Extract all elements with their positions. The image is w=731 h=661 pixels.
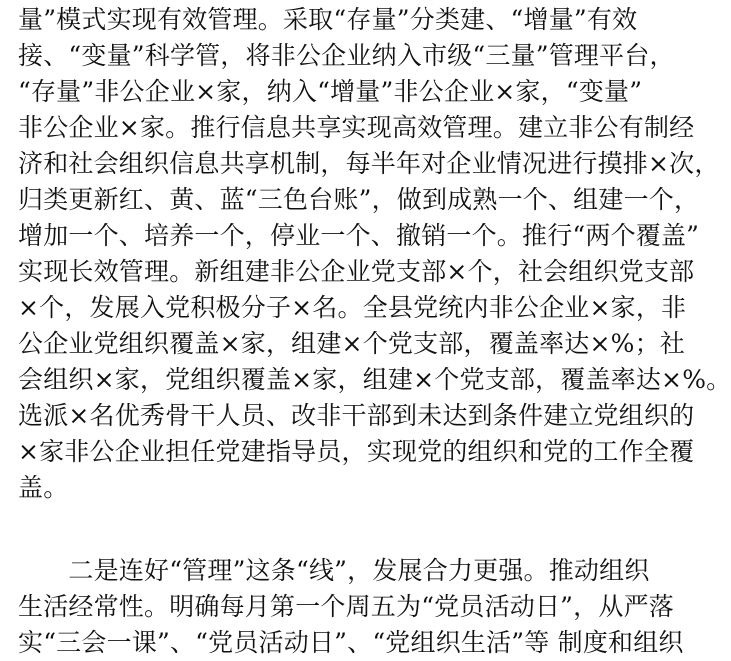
paragraph-1-line-1: 量”模式实现有效管理。采取“存量”分类建、“增量”有效 (18, 5, 638, 34)
paragraph-1-line-13: ×家非公企业担任党建指导员，实现党的组织和党的工作全覆 (18, 437, 695, 466)
paragraph-1-line-5: 济和社会组织信息共享机制，每半年对企业情况进行摸排×次， (18, 149, 720, 178)
paragraph-2-line-2: 生活经常性。明确每月第一个周五为“党员活动日”，从严落 (18, 592, 674, 621)
paragraph-2-line-3: 实“三会一课”、“党员活动日”、“党组织生活”等 制度和组织 (18, 628, 684, 657)
paragraph-1-line-11: 会组织×家，党组织覆盖×家，组建×个党支部，覆盖率达×%。 (18, 365, 731, 394)
paragraph-1-line-12: 选派×名优秀骨干人员、改非干部到未达到条件建立党组织的 (18, 401, 695, 430)
paragraph-1-line-2: 接、“变量”科学管，将非公企业纳入市级“三量”管理平台， (18, 41, 675, 70)
paragraph-1-line-3: “存量”非公企业×家，纳入“增量”非公企业×家，“变量” (18, 77, 643, 106)
paragraph-1-line-6: 归类更新红、黄、蓝“三色台账”，做到成熟一个、组建一个， (18, 185, 700, 214)
paragraph-2-line-1: 二是连好“管理”这条“线”，发展合力更强。推动组织 (18, 556, 650, 585)
paragraph-1-line-9: ×个，发展入党积极分子×名。全县党统内非公企业×家，非 (18, 293, 687, 322)
paragraph-1-line-4: 非公企业×家。推行信息共享实现高效管理。建立非公有制经 (18, 113, 695, 142)
paragraph-1-line-7: 增加一个、培养一个，停业一个、撤销一个。推行“两个覆盖” (18, 221, 700, 250)
paragraph-1-line-10: 公企业党组织覆盖×家，组建×个党支部，覆盖率达×%；社 (18, 329, 685, 358)
paragraph-1-line-8: 实现长效管理。新组建非公企业党支部×个，社会组织党支部 (18, 257, 695, 286)
paragraph-1-line-14: 盖。 (18, 473, 69, 502)
